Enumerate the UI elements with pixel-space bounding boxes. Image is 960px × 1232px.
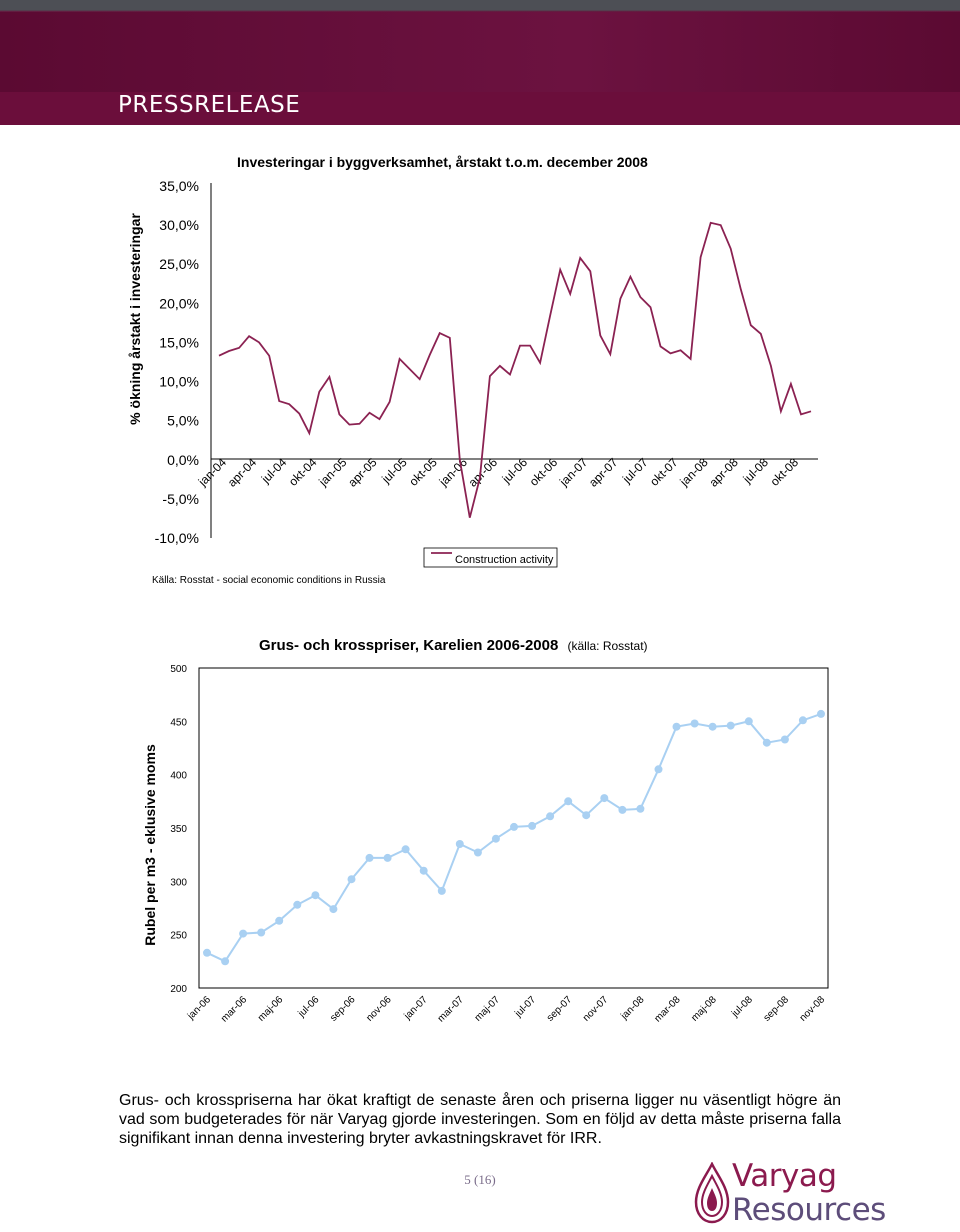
chart2-data-point bbox=[763, 739, 771, 747]
chart2-y-tick-label: 400 bbox=[170, 770, 187, 782]
chart1-x-tick-label: okt-07 bbox=[647, 455, 681, 489]
chart2-ylabel: Rubel per m3 - eklusive moms bbox=[142, 744, 158, 946]
chart2-x-tick-label: jul-07 bbox=[513, 994, 539, 1020]
chart2-y-tick-label: 250 bbox=[170, 930, 187, 942]
chart2-data-point bbox=[582, 811, 590, 819]
chart1-ylabel: % ökning årstakt i investeringar bbox=[127, 213, 143, 425]
chart2-y-tick-label: 450 bbox=[170, 717, 187, 729]
chart2-data-point bbox=[348, 875, 356, 883]
chart2-data-point bbox=[510, 823, 518, 831]
chart2-data-point bbox=[239, 930, 247, 938]
page-total: (16) bbox=[474, 1172, 496, 1187]
chart1-x-tick-label: apr-05 bbox=[345, 455, 380, 490]
chart1-y-tick-label: 30,0% bbox=[159, 217, 199, 234]
chart2-x-tick-label: jan-06 bbox=[185, 994, 214, 1022]
chart1-x-tick-label: apr-06 bbox=[465, 455, 501, 490]
chart1-source: Källa: Rosstat - social economic conditions in Russia bbox=[152, 575, 386, 586]
chart1-x-tick-label: jul-04 bbox=[258, 455, 290, 486]
chart2-data-point bbox=[492, 835, 500, 843]
chart2-x-tick-label: sep-08 bbox=[761, 994, 792, 1024]
chart1-y-tick-label: 0,0% bbox=[167, 451, 199, 468]
logo-text-varyag: Varyag bbox=[732, 1158, 837, 1194]
varyag-logo bbox=[692, 1158, 892, 1228]
chart2-data-point bbox=[564, 797, 572, 805]
logo-droplet-icon bbox=[692, 1162, 732, 1226]
page-current: 5 bbox=[464, 1172, 471, 1187]
chart2-data-point bbox=[817, 710, 825, 718]
chart2-data-point bbox=[673, 723, 681, 731]
chart2-data-point bbox=[275, 917, 283, 925]
chart2-x-tick-label: nov-08 bbox=[797, 994, 828, 1024]
chart1-legend bbox=[424, 548, 557, 567]
chart2-title-main: Grus- och krosspriser, Karelien 2006-2008 bbox=[259, 637, 559, 654]
chart2-title-suffix: (källa: Rosstat) bbox=[567, 639, 648, 653]
chart2-data-point bbox=[781, 736, 789, 744]
chart1-y-tick-label: -5,0% bbox=[162, 490, 199, 507]
chart2-data-point bbox=[203, 949, 211, 957]
chart2-data-point bbox=[221, 957, 229, 965]
chart2-x-tick-label: nov-06 bbox=[364, 994, 394, 1024]
chart2-x-tick-label: mar-08 bbox=[652, 994, 683, 1025]
chart1-x-tick-label: jan-04 bbox=[195, 455, 230, 489]
chart1-y-tick-label: 20,0% bbox=[159, 295, 199, 312]
investment-chart bbox=[0, 140, 960, 600]
chart2-data-point bbox=[329, 905, 337, 913]
chart1-y-tick-label: -10,0% bbox=[154, 530, 199, 546]
chart1-x-tick-label: jul-05 bbox=[379, 455, 410, 486]
chart1-x-tick-label: jul-07 bbox=[619, 455, 651, 486]
header-stripe bbox=[0, 12, 960, 92]
logo-text-resources: Resources bbox=[732, 1192, 886, 1228]
chart2-x-tick-label: jan-07 bbox=[402, 994, 430, 1022]
chart2-title bbox=[259, 637, 648, 654]
chart2-x-tick-label: sep-06 bbox=[328, 994, 358, 1024]
chart2-data-point bbox=[709, 723, 717, 731]
chart2-data-point bbox=[618, 806, 626, 814]
chart2-y-tick-label: 300 bbox=[170, 877, 187, 889]
page-title: PRESSRELEASE bbox=[118, 92, 301, 118]
chart2-data-point bbox=[438, 887, 446, 895]
chart2-x-ticks bbox=[185, 994, 827, 1024]
chart1-x-tick-label: jul-06 bbox=[499, 455, 531, 486]
chart1-x-tick-label: apr-04 bbox=[224, 455, 260, 490]
chart2-data-point bbox=[799, 716, 807, 724]
chart2-x-tick-label: mar-07 bbox=[435, 994, 466, 1025]
chart1-legend-label: Construction activity bbox=[455, 554, 554, 566]
chart2-y-ticks bbox=[170, 664, 187, 995]
chart2-x-tick-label: jan-08 bbox=[619, 994, 647, 1022]
chart2-x-tick-label: maj-06 bbox=[255, 994, 286, 1024]
chart1-x-tick-label: jan-05 bbox=[316, 455, 350, 489]
chart2-y-tick-label: 500 bbox=[170, 664, 187, 675]
chart1-x-tick-label: jan-08 bbox=[677, 455, 711, 489]
chart1-y-tick-label: 35,0% bbox=[159, 178, 199, 194]
chart2-data-point bbox=[456, 840, 464, 848]
chart2-data-point bbox=[636, 805, 644, 813]
chart1-x-tick-label: okt-06 bbox=[526, 455, 561, 489]
chart1-x-tick-label: apr-08 bbox=[706, 455, 741, 490]
chart2-data-point bbox=[257, 929, 265, 937]
chart1-x-tick-label: apr-07 bbox=[586, 455, 621, 490]
chart2-data-point bbox=[474, 849, 482, 857]
chart2-x-tick-label: nov-07 bbox=[581, 994, 611, 1024]
chart2-x-tick-label: jul-06 bbox=[296, 994, 322, 1020]
chart2-data-point bbox=[402, 845, 410, 853]
chart2-data-point bbox=[528, 822, 536, 830]
chart1-x-tick-label: okt-05 bbox=[406, 455, 440, 489]
chart2-data-point bbox=[384, 854, 392, 862]
chart2-data-point bbox=[600, 794, 608, 802]
chart2-y-tick-label: 200 bbox=[170, 984, 187, 995]
chart2-data-point bbox=[727, 722, 735, 730]
chart2-data-point bbox=[745, 717, 753, 725]
chart2-data-point bbox=[420, 867, 428, 875]
chart1-y-tick-label: 5,0% bbox=[167, 412, 199, 429]
chart1-x-tick-label: jan-06 bbox=[436, 455, 470, 489]
gravel-price-chart bbox=[0, 625, 960, 1045]
chart2-data-point bbox=[366, 854, 374, 862]
chart1-y-tick-label: 15,0% bbox=[159, 334, 199, 351]
chart1-x-tick-label: okt-04 bbox=[285, 455, 320, 489]
chart1-x-tick-label: jan-07 bbox=[556, 455, 591, 489]
chart2-x-tick-label: sep-07 bbox=[544, 994, 575, 1024]
chart1-y-tick-label: 10,0% bbox=[159, 373, 199, 390]
chart2-x-tick-label: maj-08 bbox=[689, 994, 719, 1024]
chart2-y-tick-label: 350 bbox=[170, 824, 187, 835]
chart2-x-tick-label: maj-07 bbox=[472, 994, 503, 1024]
chart2-data-point bbox=[546, 812, 554, 820]
chart1-y-ticks bbox=[155, 178, 199, 546]
chart1-title: Investeringar i byggverksamhet, årstakt t.o.m. december 2008 bbox=[237, 154, 648, 170]
chart1-x-ticks bbox=[195, 455, 801, 490]
chart1-x-tick-label: okt-08 bbox=[767, 455, 802, 489]
body-paragraph: Grus- och krosspriserna har ökat kraftigt de senaste åren och priserna ligger nu väsentligt högre än vad som budgeterades för när Varyag gjorde investeringen. Som en följd av detta måste priserna falla signifikant innan denna investering bryter avkastningskravet för IRR. bbox=[119, 1092, 841, 1147]
chart2-x-tick-label: mar-06 bbox=[219, 994, 250, 1025]
chart1-y-tick-label: 25,0% bbox=[159, 256, 199, 273]
chart2-data-point bbox=[655, 765, 663, 773]
chart1-x-tick-label: jul-08 bbox=[740, 455, 771, 486]
chart2-data-point bbox=[293, 901, 301, 909]
chart2-x-tick-label: jul-08 bbox=[729, 994, 755, 1020]
chart2-data-point bbox=[311, 891, 319, 899]
chart2-data-point bbox=[691, 720, 699, 728]
